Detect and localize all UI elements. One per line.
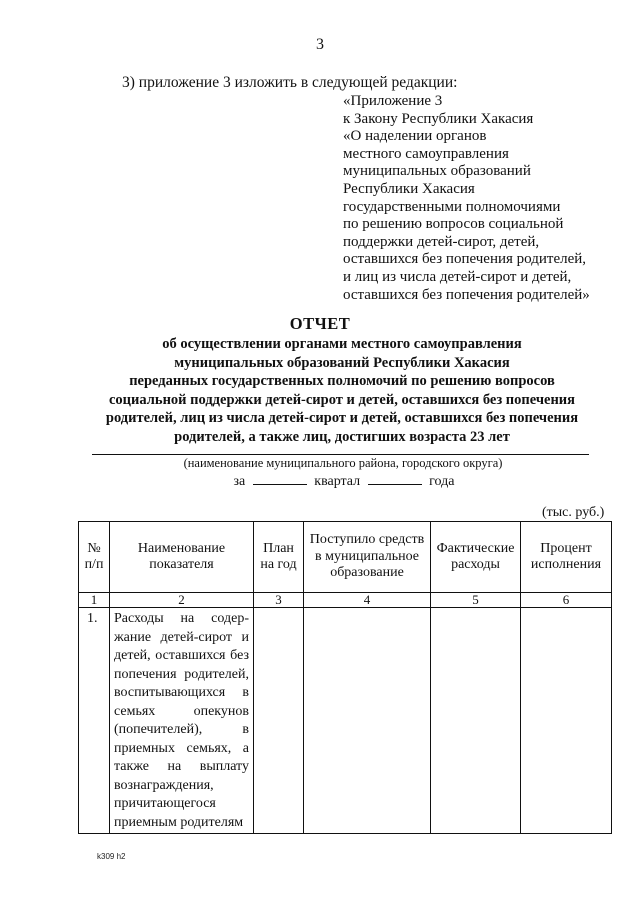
intro-amendment-text: 3) приложение 3 изложить в следующей редакции:	[122, 74, 458, 91]
appendix-line: поддержки детей-сирот, детей,	[343, 233, 540, 250]
header-percent: Процент исполнения	[521, 522, 612, 593]
municipality-fill-line	[92, 454, 589, 455]
row-percent-cell	[521, 608, 612, 834]
appendix-line: по решению вопросов социальной	[343, 216, 564, 233]
column-number: 2	[110, 593, 254, 608]
appendix-line: «О наделении органов	[343, 128, 487, 145]
row-indicator-name: Расходы на содержание детей-сирот и детей, оставшихся без попечения родителей, воспитывающихся в семьях опекунов (попечителей), в приемных семьях, а также на выплату вознаграждения, причитающегося приемным родителям	[110, 608, 254, 834]
report-subtitle-line: об осуществлении органами местного самоуправления	[162, 336, 522, 352]
report-subtitle	[82, 335, 602, 447]
column-number: 6	[521, 593, 612, 608]
header-received: Поступило средств в муниципальное образование	[304, 522, 431, 593]
row-received-cell	[304, 608, 431, 834]
appendix-line: оставшихся без попечения родителей,	[343, 251, 587, 268]
period-middle: квартал	[314, 474, 361, 489]
municipality-fill-caption: (наименование муниципального района, городского округа)	[183, 456, 503, 470]
year-blank	[368, 472, 422, 485]
column-number: 1	[79, 593, 110, 608]
appendix-line: Республики Хакасия	[343, 180, 475, 197]
report-subtitle-line: родителей, лиц из числа детей-сирот и детей, оставшихся без попечения	[105, 410, 579, 427]
document-footer-code: k309 h2	[97, 852, 126, 861]
report-subtitle-line: социальной поддержки детей-сирот и детей, оставшихся без попечения	[109, 391, 575, 408]
appendix-line: муниципальных образований	[343, 163, 531, 180]
header-num: № п/п	[79, 522, 110, 593]
row-plan-cell	[254, 608, 304, 834]
period-prefix: за	[233, 474, 246, 489]
row-number: 1.	[79, 608, 110, 834]
table-row	[79, 608, 612, 834]
appendix-line: и лиц из числа детей-сирот и детей,	[343, 268, 572, 285]
appendix-line: государственными полномочиями	[343, 198, 561, 215]
period-suffix: года	[429, 474, 455, 489]
column-number-row	[79, 593, 612, 608]
column-number: 4	[304, 593, 431, 608]
quarter-blank	[253, 472, 307, 485]
appendix-line: оставшихся без попечения родителей»	[343, 286, 590, 303]
report-subtitle-line: переданных государственных полномочий по решению вопросов	[129, 373, 555, 390]
appendix-reference-block	[343, 93, 590, 304]
appendix-line: местного самоуправления	[343, 145, 509, 162]
column-number: 5	[431, 593, 521, 608]
page-number: 3	[316, 36, 324, 53]
reporting-period-line	[0, 472, 640, 490]
column-number: 3	[254, 593, 304, 608]
appendix-line: «Приложение 3	[343, 93, 443, 109]
report-subtitle-line: родителей, а также лиц, достигших возраста 23 лет	[174, 428, 510, 445]
row-actual-cell	[431, 608, 521, 834]
header-actual: Фактические расходы	[431, 522, 521, 593]
table-header-row	[79, 522, 612, 593]
appendix-line: к Закону Республики Хакасия	[343, 110, 534, 127]
units-note: (тыс. руб.)	[542, 505, 605, 520]
report-subtitle-line: муниципальных образований Республики Хакасия	[174, 354, 510, 371]
header-plan: План на год	[254, 522, 304, 593]
report-title: ОТЧЕТ	[289, 314, 351, 333]
header-name: Наименование показателя	[110, 522, 254, 593]
report-table	[78, 521, 612, 834]
